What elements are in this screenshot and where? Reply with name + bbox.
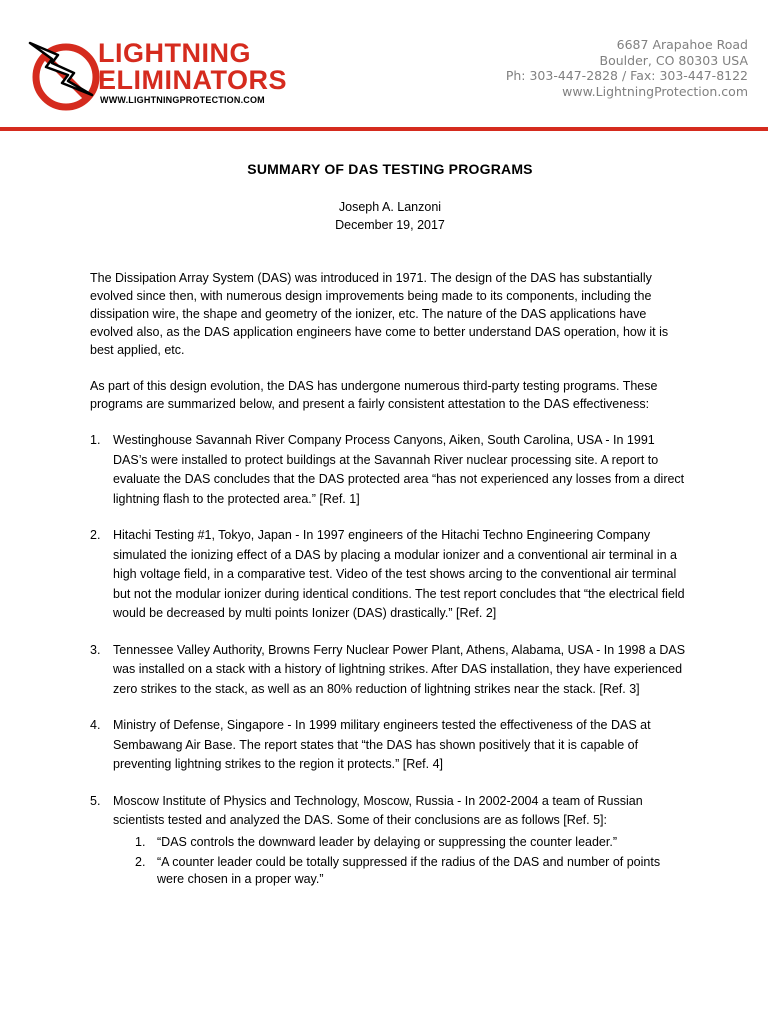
logo-url: WWW.LIGHTNINGPROTECTION.COM [100,95,265,105]
list-item [90,431,690,509]
header-divider [0,127,768,131]
address-city: Boulder, CO 80303 USA [599,52,748,68]
list-item-text: Westinghouse Savannah River Company Process Canyons, Aiken, South Carolina, USA - In 1991 DAS’s were installed to protect buildings at the Savannah River nuclear processing site. A report to evaluate the DAS concludes that the DAS protected area “has not experienced any losses from a direct lightning flash to the protected area.” [Ref. 1] [113,433,685,506]
list-item-text: Hitachi Testing #1, Tokyo, Japan - In 1997 engineers of the Hitachi Techno Engineering Company simulated the ionizing effect of a DAS by placing a modular ionizer and a conventional air terminal in a high voltage field, in a comparative test. Video of the test shows arcing to the conventional air terminal but not the modular ionizer during identical conditions. The test report concludes that “the electrical field would be decreased by multi points Ionizer (DAS) drastically.” [Ref. 2] [113,528,685,620]
document-date: December 19, 2017 [335,218,445,232]
intro-paragraph: The Dissipation Array System (DAS) was introduced in 1971. The design of the DAS has substantially evolved since then, with numerous design improvements being made to its components, including the dissipation wire, the shape and geometry of the ionizer, etc. The nature of the DAS applications have evolved also, as the DAS application engineers have come to better understand DAS operation, how it is best applied, etc. [90,271,669,357]
document-author: Joseph A. Lanzoni [338,200,442,214]
company-logo [28,37,288,117]
address-website: www.LightningProtection.com [562,83,748,99]
list-item-text: Ministry of Defense, Singapore - In 1999 military engineers tested the effectiveness of the DAS at Sembawang Air Base. The report states that “the DAS has shown positively that it is capable of preventing lightning strikes to the region it protects.” [Ref. 4] [113,718,651,771]
sublist-item-text: “A counter leader could be totally suppressed if the radius of the DAS and number of points were chosen in a proper way.” [157,854,661,886]
address-phone: Ph: 303-447-2828 / Fax: 303-447-8122 [505,68,748,84]
list-item-number: 2. [90,528,101,542]
list-item [90,716,690,775]
list-item-number: 4. [90,718,101,732]
list-item [90,526,690,624]
conclusions-sublist [113,834,690,888]
document-body [90,160,690,905]
testing-programs-list [90,431,690,888]
list-item-text: Moscow Institute of Physics and Technology, Moscow, Russia - In 2002-2004 a team of Russian scientists tested and analyzed the DAS. Some of their conclusions are as follows [Ref. 5]: [113,793,643,827]
address-street: 6687 Arapahoe Road [616,37,748,52]
list-item-number: 1. [90,433,101,447]
logo-wordmark-line1: LIGHTNING [98,38,251,68]
summary-paragraph: As part of this design evolution, the DAS has undergone numerous third-party testing programs. These programs are summarized below, and present a fairly consistent attestation to the DAS effectiveness: [90,379,658,411]
company-address [506,37,748,99]
sublist-item-text: “DAS controls the downward leader by delaying or suppressing the counter leader.” [157,834,617,849]
letterhead [0,0,768,135]
sublist-item-number: 1. [135,834,146,849]
list-item-number: 3. [90,642,101,657]
list-item-number: 5. [90,793,101,808]
list-item-text: Tennessee Valley Authority, Browns Ferry Nuclear Power Plant, Athens, Alabama, USA - In 1998 a DAS was installed on a stack with a history of lightning strikes. After DAS installation, they have experienced zero strikes to the stack, as well as an 80% reduction of lightning strikes near the stack. [Ref. 3] [113,642,686,696]
no-lightning-icon [28,37,100,113]
logo-wordmark-line2: ELIMINATORS [98,65,288,95]
sublist-item [113,854,690,888]
list-item [90,641,690,700]
document-title: SUMMARY OF DAS TESTING PROGRAMS [247,161,533,177]
sublist-item-number: 2. [135,854,146,869]
sublist-item [113,834,690,851]
list-item [90,792,690,888]
